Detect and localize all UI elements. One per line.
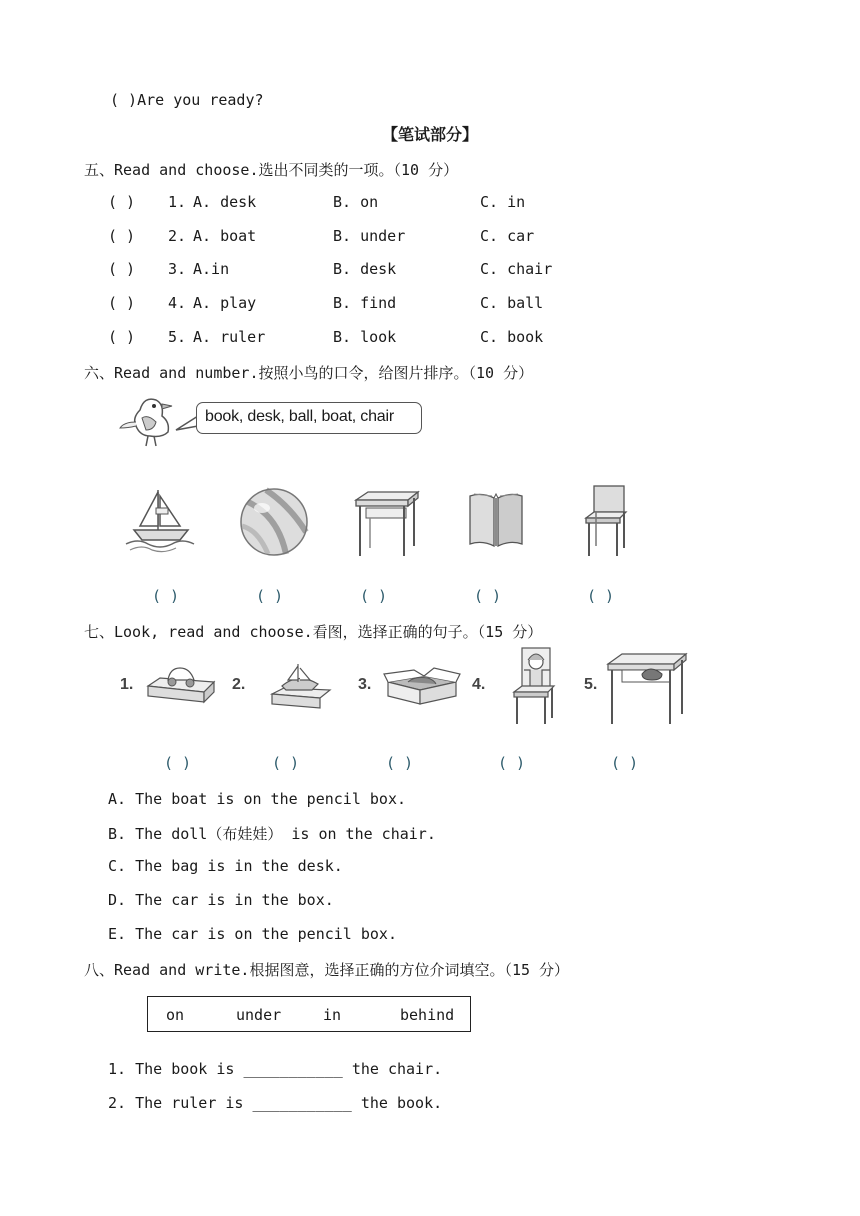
word-option: behind [400, 1006, 455, 1024]
answer-paren[interactable]: ( ) [108, 193, 136, 211]
option-c: C. chair [480, 260, 553, 278]
picture-number: 5. [584, 676, 598, 693]
answer-paren[interactable]: ( ) [108, 328, 136, 346]
option-a: A.in [193, 260, 230, 278]
car-in-box-icon [384, 664, 460, 706]
written-part-title: 【笔试部分】 [381, 125, 478, 144]
answer-paren[interactable]: ( ) [611, 754, 639, 772]
option-item: A. The boat is on the pencil box. [108, 790, 407, 808]
fill-blank-item[interactable]: 1. The book is ___________ the chair. [108, 1060, 443, 1078]
word-option: under [236, 1006, 282, 1024]
item-number: 3. [168, 260, 187, 278]
answer-paren[interactable]: ( ) [108, 260, 136, 278]
picture-number: 1. [120, 676, 134, 693]
bird-icon [118, 392, 178, 448]
word-bank [147, 996, 471, 1032]
item-number: 4. [168, 294, 187, 312]
option-b: B. desk [333, 260, 397, 278]
answer-paren[interactable]: ( ) [152, 587, 180, 605]
answer-paren[interactable]: ( ) [256, 587, 284, 605]
picture-number: 2. [232, 676, 246, 693]
ball-icon [238, 486, 310, 558]
answer-paren[interactable]: ( ) [108, 294, 136, 312]
book-icon [466, 490, 526, 550]
picture-number: 4. [472, 676, 486, 693]
answer-paren[interactable]: ( ) [164, 754, 192, 772]
answer-paren[interactable]: ( ) [108, 227, 136, 245]
bubble-text: book, desk, ball, boat, chair [205, 408, 394, 425]
desk-icon [352, 490, 420, 558]
fill-blank-item[interactable]: 2. The ruler is ___________ the book. [108, 1094, 443, 1112]
option-a: A. play [193, 294, 257, 312]
answer-paren[interactable]: ( ) [498, 754, 526, 772]
answer-paren[interactable]: ( ) [474, 587, 502, 605]
section7-title: 七、Look, read and choose.看图，选择正确的句子。（15 分） [84, 623, 543, 641]
answer-paren[interactable]: ( ) [386, 754, 414, 772]
option-b: B. on [333, 193, 379, 211]
top-question [110, 91, 264, 109]
option-c: C. ball [480, 294, 544, 312]
chair-icon [580, 484, 632, 558]
boat-on-pencil-box-icon [268, 660, 332, 712]
option-b: B. under [333, 227, 406, 245]
answer-paren[interactable]: ( ) [587, 587, 615, 605]
doll-on-chair-icon [510, 646, 558, 726]
option-item: C. The bag is in the desk. [108, 857, 343, 875]
item-number: 5. [168, 328, 187, 346]
answer-paren[interactable]: ( ) [110, 91, 138, 109]
item-number: 2. [168, 227, 187, 245]
option-c: C. car [480, 227, 535, 245]
option-a: A. desk [193, 193, 257, 211]
section6-title: 六、Read and number.按照小鸟的口令，给图片排序。（10 分） [84, 364, 534, 382]
word-option: on [166, 1006, 185, 1024]
item-number: 1. [168, 193, 187, 211]
option-c: C. book [480, 328, 544, 346]
question-text: Are you ready? [137, 91, 264, 109]
boat-icon [126, 486, 196, 554]
option-a: A. ruler [193, 328, 266, 346]
bag-in-desk-icon [606, 652, 688, 726]
section5-title: 五、Read and choose.选出不同类的一项。（10 分） [84, 161, 459, 179]
option-item: B. The doll（布娃娃） is on the chair. [108, 825, 436, 843]
car-on-pencil-box-icon [146, 660, 216, 706]
speech-bubble [196, 402, 422, 434]
option-b: B. look [333, 328, 397, 346]
answer-paren[interactable]: ( ) [360, 587, 388, 605]
option-item: D. The car is in the box. [108, 891, 334, 909]
option-c: C. in [480, 193, 526, 211]
answer-paren[interactable]: ( ) [272, 754, 300, 772]
picture-number: 3. [358, 676, 372, 693]
option-item: E. The car is on the pencil box. [108, 925, 397, 943]
word-option: in [323, 1006, 342, 1024]
option-b: B. find [333, 294, 397, 312]
option-a: A. boat [193, 227, 257, 245]
section8-title: 八、Read and write.根据图意，选择正确的方位介词填空。（15 分） [84, 961, 570, 979]
